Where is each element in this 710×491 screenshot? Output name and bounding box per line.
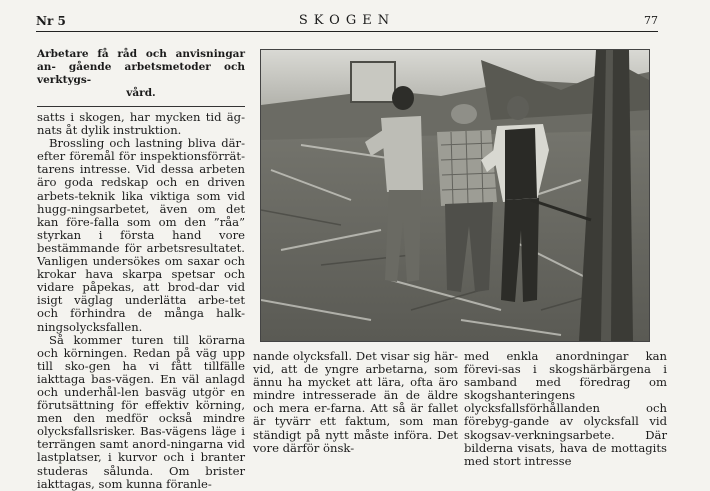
left-column [37, 48, 245, 491]
middle-column-text: nande olycksfall. Det visar sig här-vid, att de yngre arbetarna, som ännu ha mycket att lära, ofta äro mindre intresserade än de äldre och mera er-farna. Att så är fallet är tyvärr ett faktum, som man ständigt på nytt måste införa. Det vore därför önsk- [253, 349, 458, 455]
sidebar-heading [37, 48, 245, 107]
forest-workers-photo [260, 49, 650, 342]
right-column-text: med enkla anordningar kan förevi-sas i skogshärbärgena i samband med föredrag om skogshanteringens olycksfallsförhållanden och förebyg-gande av olycksfall vid skogsav-verkningsarbete. Där bilderna visats, hava de mottagits med stort intresse [464, 349, 667, 468]
photo-illustration [261, 50, 649, 341]
sidebar-heading-line2: gående arbetsmetoder och verktygs- [37, 61, 245, 86]
sidebar-heading-line3: vård. [126, 87, 156, 99]
paragraph: Brossling och lastning bliva där-efter föremål för inspektionsförrät-tarens intresse. Vid dessa arbeten äro goda redskap och en driven arbets-teknik lika viktiga som vid hugg-ningsarbetet, även om det kan före-falla som om den ”råa” styrkan i första hand vore bestämmande för arbetsresultatet. Vanligen undersökes om saxar och krokar hava skarpa spetsar och vidare påpekas, att brod-dar vid isigt väglag underlätta arbe-tet och förhindra de många halk-ningsolycksfallen. [37, 136, 245, 334]
paragraph: satts i skogen, har mycken tid äg-nats åt dylik instruktion. [37, 110, 245, 138]
header-rule [36, 31, 658, 32]
paragraph: Så kommer turen till körarna och körningen. Redan på väg upp till sko-gen ha vi fått tillfälle iakttaga bas-vägen. En väl anlagd och underhål-len basväg utgör en förutsättning för effektiv körning, men den medför också mindre olycksfallsrisker. Bas-vägens läge i terrängen samt anord-ningarna vid lastplatser, i kurvor och i branter studeras sålunda. Om brister iakttagas, som kunna föranle- [37, 332, 245, 491]
journal-title: SKOGEN [298, 13, 396, 28]
issue-number: Nr 5 [36, 14, 66, 28]
sidebar-heading-line1: Arbetare få råd och anvisningar an- [37, 48, 245, 73]
page-number: 77 [644, 14, 658, 27]
left-column-text [37, 111, 245, 491]
running-header [36, 11, 658, 29]
